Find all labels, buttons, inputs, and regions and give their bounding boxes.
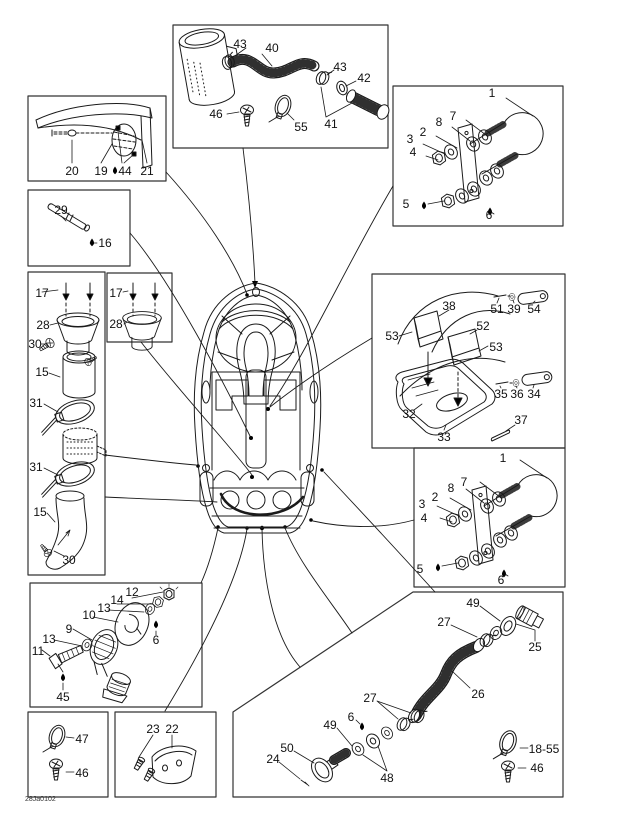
part-label: 17 [35, 286, 49, 300]
part-label: 46 [530, 761, 544, 775]
part-label: 15 [33, 505, 47, 519]
box-cup-17-28 [107, 273, 172, 342]
box-tie-and-screw [28, 712, 108, 797]
part-label: 30 [28, 337, 42, 351]
part-tie-47-screw-46 [43, 723, 74, 780]
part-label: 1 [488, 86, 496, 100]
part-label: 24 [266, 752, 280, 766]
part-label: 13 [42, 632, 56, 646]
part-label: 3 [418, 497, 426, 511]
loctite-drop-icon [360, 723, 364, 731]
part-label: 3 [406, 132, 414, 146]
part-label: 29 [54, 203, 68, 217]
part-label: 5 [416, 562, 424, 576]
part-label: 5 [402, 197, 410, 211]
part-label: 31 [29, 396, 43, 410]
part-label: 27 [437, 615, 451, 629]
part-label: 42 [357, 71, 371, 85]
part-label: 28 [109, 317, 123, 331]
part-label: 14 [110, 593, 124, 607]
cable-tie-icon [493, 729, 519, 759]
loctite-drop-icon [90, 239, 94, 247]
part-label: 8 [447, 481, 455, 495]
part-label: 36 [510, 387, 524, 401]
part-label: 26 [471, 687, 485, 701]
part-label: 17 [109, 286, 123, 300]
part-label: 32 [402, 407, 416, 421]
part-label: 30 [62, 553, 76, 567]
box-vent-hose-assembly [233, 592, 563, 797]
box-storage-tray [372, 274, 565, 448]
part-label: 6 [485, 208, 493, 222]
part-label: 49 [466, 596, 480, 610]
loctite-drop-icon [61, 674, 65, 682]
part-label: 46 [209, 107, 223, 121]
part-label: 48 [380, 771, 394, 785]
part-label: 2 [431, 490, 439, 504]
part-label: 19 [94, 164, 108, 178]
part-label: 8 [435, 115, 443, 129]
part-label: 51 [490, 302, 504, 316]
part-label: 37 [514, 413, 528, 427]
drawing-code: 28Ja0102 [25, 796, 56, 803]
part-label: 10 [82, 608, 96, 622]
hull-top-view [194, 283, 320, 533]
part-label: 44 [118, 164, 132, 178]
part-label: 15 [35, 365, 49, 379]
part-label: 40 [265, 41, 279, 55]
part-label: 55 [294, 120, 308, 134]
part-label: 23 [146, 722, 160, 736]
part-label: 13 [97, 601, 111, 615]
part-label: 34 [527, 387, 541, 401]
part-label: 39 [507, 302, 521, 316]
part-label: 25 [528, 640, 542, 654]
part-label: 38 [442, 299, 456, 313]
part-label: 20 [65, 164, 79, 178]
part-label: 46 [75, 766, 89, 780]
part-label: 4 [409, 145, 417, 159]
part-label: 53 [489, 340, 503, 354]
part-cup-17-28 [123, 283, 162, 350]
box-ubolt-top [393, 86, 563, 226]
part-label: 7 [460, 475, 468, 489]
part-label: 45 [56, 690, 70, 704]
screw-icon [502, 761, 515, 782]
part-label: 43 [333, 60, 347, 74]
part-ubolt-assembly-bottom [436, 460, 557, 577]
part-label: 6 [497, 573, 505, 587]
part-label: 41 [324, 117, 338, 131]
part-label: 4 [420, 511, 428, 525]
box-tube-29 [28, 190, 130, 266]
cable-tie-icon [43, 723, 68, 752]
part-label: 12 [125, 585, 139, 599]
screw-icon [50, 759, 63, 780]
part-label: 50 [280, 741, 294, 755]
part-label: 11 [31, 644, 45, 658]
part-label: 47 [75, 732, 89, 746]
part-label: 18-55 [528, 742, 560, 756]
part-label: 54 [527, 302, 541, 316]
part-label: 21 [140, 164, 154, 178]
part-label: 16 [98, 236, 112, 250]
part-label: 7 [449, 109, 457, 123]
part-label: 2 [419, 125, 427, 139]
part-label: 28 [36, 318, 50, 332]
part-label: 1 [499, 451, 507, 465]
loctite-drop-icon [154, 621, 158, 629]
part-label: 31 [29, 460, 43, 474]
part-label: 52 [476, 319, 490, 333]
part-label: 33 [437, 430, 451, 444]
part-bracket-22-screws-23 [133, 735, 196, 784]
part-label: 27 [363, 691, 377, 705]
part-label: 35 [494, 387, 508, 401]
part-vent-hose-assembly [279, 605, 544, 786]
part-label: 53 [385, 329, 399, 343]
part-label: 43 [233, 37, 247, 51]
part-label: 22 [165, 722, 179, 736]
part-label: 9 [65, 622, 73, 636]
part-label: 6 [347, 710, 355, 724]
loctite-drop-icon [113, 167, 117, 175]
part-label: 6 [152, 633, 160, 647]
part-label: 49 [323, 718, 337, 732]
